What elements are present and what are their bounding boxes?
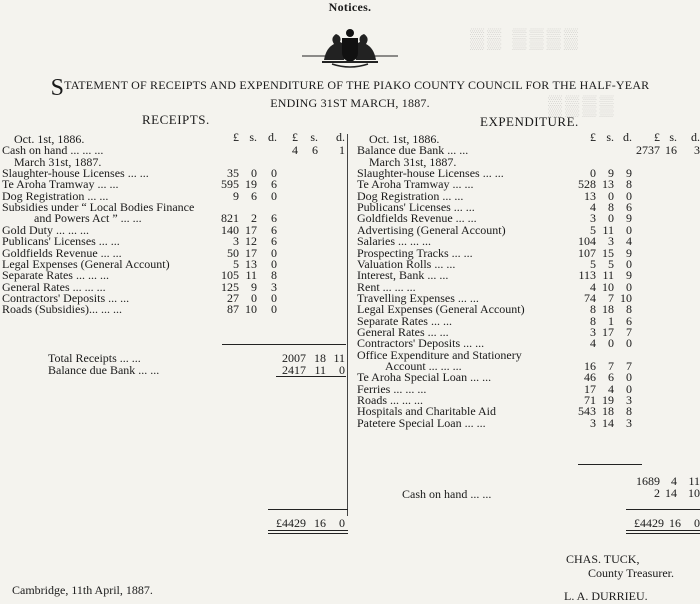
total-value: 2007 (282, 351, 306, 365)
row-value: 4 (292, 143, 298, 158)
row-value: 9 (626, 268, 632, 283)
row-label: Rent ... ... ... (357, 279, 416, 294)
coat-of-arms-icon (302, 26, 398, 68)
row-value: 9 (251, 279, 257, 294)
row-value: 0 (251, 290, 257, 305)
row-value: 4 (590, 279, 596, 294)
row-value: 3 (271, 279, 277, 294)
row-value: 17 (602, 324, 614, 339)
row-label: Travelling Expenses ... ... (357, 290, 479, 305)
page-header: Notices. (328, 0, 372, 14)
row-value: 13 (584, 188, 596, 203)
total-value: 10 (688, 486, 700, 500)
row-value: 5 (608, 256, 614, 271)
row-value: 2737 (636, 143, 660, 158)
row-value: 0 (590, 166, 596, 181)
row-value: 4 (626, 234, 632, 249)
row-value: 6 (626, 313, 632, 328)
total-value: 2417 (282, 363, 306, 377)
row-value: 125 (221, 279, 239, 294)
row-value: 10 (602, 279, 614, 294)
row-value: 10 (245, 302, 257, 317)
row-value: 105 (221, 268, 239, 283)
column-header: £ (654, 130, 660, 144)
receipts-total-rule (276, 376, 346, 377)
balance-due-bank-label: Balance due Bank ... ... (48, 363, 160, 377)
total-value: 18 (314, 351, 326, 365)
row-label: Oct. 1st, 1886. (369, 132, 440, 146)
total-value: 4 (671, 474, 677, 488)
column-header: d. (691, 130, 700, 144)
row-value: 4 (608, 381, 614, 396)
row-value: 8 (271, 268, 277, 283)
row-label: General Rates ... ... ... (2, 279, 106, 294)
row-label: Roads ... ... ... (357, 393, 423, 408)
row-value: 5 (590, 222, 596, 237)
row-label: Legal Expenses (General Account) (2, 256, 170, 271)
total-value: £4429 (634, 516, 664, 530)
row-value: 4 (590, 336, 596, 351)
row-value: 0 (271, 256, 277, 271)
row-value: 6 (251, 188, 257, 203)
row-value: 0 (626, 336, 632, 351)
total-value: 14 (665, 486, 677, 500)
row-value: 0 (608, 211, 614, 226)
row-value: 104 (578, 234, 596, 249)
row-value: 140 (221, 222, 239, 237)
total-value: 11 (314, 363, 326, 377)
column-header: £ (233, 130, 239, 144)
total-value: 0 (339, 516, 345, 530)
row-value: 6 (626, 200, 632, 215)
row-value: 6 (608, 370, 614, 385)
row-value: 8 (590, 302, 596, 317)
statement-title-line-2: ENDING 31ST MARCH, 1887. (270, 96, 430, 110)
row-value: 3 (590, 324, 596, 339)
row-value: 0 (271, 245, 277, 260)
row-value: 9 (626, 245, 632, 260)
cash-on-hand-label: Cash on hand ... ... (402, 487, 492, 501)
row-label: Balance due Bank ... ... (357, 143, 469, 158)
row-value: 821 (221, 211, 239, 226)
row-label: Publicans' Licenses ... ... (2, 234, 120, 249)
row-value: 5 (233, 256, 239, 271)
row-value: 16 (665, 143, 677, 158)
row-value: 113 (578, 268, 596, 283)
total-receipts-label: Total Receipts ... ... (48, 351, 141, 365)
row-value: 3 (626, 393, 632, 408)
row-label: Cash on hand ... ... ... (2, 143, 104, 158)
total-value: 16 (314, 516, 326, 530)
row-value: 6 (312, 143, 318, 158)
row-value: 0 (626, 188, 632, 203)
row-value: 87 (227, 302, 239, 317)
row-value: 0 (626, 381, 632, 396)
signatory-name: CHAS. TUCK, (566, 552, 640, 566)
row-value: 18 (602, 302, 614, 317)
row-value: 50 (227, 245, 239, 260)
row-value: 9 (608, 166, 614, 181)
total-value: £4429 (276, 516, 306, 530)
row-value: 1 (608, 313, 614, 328)
row-value: 13 (245, 256, 257, 271)
column-header: s. (606, 130, 614, 144)
row-label: Publicans' Licenses ... ... (357, 200, 475, 215)
row-value: 14 (602, 415, 614, 430)
row-label: Slaughter-house Licenses ... ... (357, 166, 504, 181)
row-value: 10 (620, 290, 632, 305)
total-value: 2 (654, 486, 660, 500)
row-value: 0 (608, 336, 614, 351)
row-value: 0 (626, 256, 632, 271)
row-value: 71 (584, 393, 596, 408)
row-value: 13 (602, 177, 614, 192)
row-value: 5 (590, 256, 596, 271)
row-value: 7 (608, 359, 614, 373)
row-value: 6 (271, 177, 277, 192)
row-value: 0 (626, 222, 632, 237)
row-value: 12 (245, 234, 257, 249)
row-value: 595 (221, 177, 239, 192)
signatory-name: L. A. DURRIEU. (564, 589, 648, 603)
row-value: 16 (584, 359, 596, 373)
row-label: Slaughter-house Licenses ... ... (2, 166, 149, 181)
row-label: Hospitals and Charitable Aid (357, 404, 496, 419)
receipts-heading: RECEIPTS. (142, 112, 210, 127)
row-value: 0 (626, 370, 632, 385)
row-value: 9 (233, 188, 239, 203)
row-value: 11 (602, 268, 614, 283)
column-header: s. (310, 130, 318, 144)
row-label: Oct. 1st, 1886. (14, 132, 85, 146)
row-label: Contractors' Deposits ... ... (2, 290, 130, 305)
row-value: 3 (626, 415, 632, 430)
row-value: 528 (578, 177, 596, 192)
row-value: 0 (251, 166, 257, 181)
row-label: Te Aroha Tramway ... ... (357, 177, 474, 192)
row-value: 8 (626, 404, 632, 419)
row-value: 17 (584, 381, 596, 396)
row-label: Office Expenditure and Stationery (357, 347, 522, 362)
column-header: s. (249, 130, 257, 144)
row-label: Patetere Special Loan ... ... (357, 415, 486, 430)
row-value: 9 (626, 211, 632, 226)
row-label: Legal Expenses (General Account) (357, 302, 525, 317)
expenditure-grand-total-rule-bottom (626, 530, 700, 531)
row-value: 7 (626, 324, 632, 339)
row-value: 8 (590, 313, 596, 328)
row-value: 19 (245, 177, 257, 192)
title-dropcap: S (50, 75, 65, 101)
row-label: Separate Rates ... ... ... (2, 268, 109, 283)
signatory-title: County Treasurer. (588, 566, 675, 580)
total-value: 11 (688, 474, 700, 488)
row-value: 3 (233, 234, 239, 249)
row-value: 0 (626, 279, 632, 294)
place-and-date: Cambridge, 11th April, 1887. (12, 583, 153, 597)
expenditure-subtotal-rule (578, 464, 642, 465)
row-value: 35 (227, 166, 239, 181)
total-value: 16 (669, 516, 681, 530)
row-value: 11 (245, 268, 257, 283)
row-label: Gold Duty ... ... ... (2, 222, 89, 237)
row-value: 2 (251, 211, 257, 226)
row-value: 1 (339, 143, 345, 158)
column-header: £ (590, 130, 596, 144)
row-value: 8 (626, 177, 632, 192)
row-label: March 31st, 1887. (369, 154, 457, 169)
row-value: 11 (602, 222, 614, 237)
column-header: d. (623, 130, 632, 144)
row-value: 27 (227, 290, 239, 305)
row-label: Subsidies under “ Local Bodies Finance (2, 200, 195, 215)
row-label: Dog Registration ... ... (357, 188, 464, 203)
receipts-grand-total-rule-bottom-2 (268, 533, 348, 534)
row-value: 0 (271, 188, 277, 203)
row-label: March 31st, 1887. (14, 154, 102, 169)
row-value: 19 (602, 393, 614, 408)
column-divider (347, 134, 348, 516)
row-label: Advertising (General Account) (357, 222, 506, 237)
row-label: Account ... ... ... (385, 359, 462, 373)
row-label: Dog Registration ... ... (2, 188, 109, 203)
row-value: 6 (271, 234, 277, 249)
row-value: 0 (271, 166, 277, 181)
row-value: 17 (245, 245, 257, 260)
row-value: 8 (626, 302, 632, 317)
row-label: Roads (Subsidies)... ... ... (2, 302, 122, 317)
row-value: 3 (608, 234, 614, 249)
row-label: Te Aroha Tramway ... ... (2, 177, 119, 192)
column-header: d. (336, 130, 345, 144)
row-value: 0 (271, 290, 277, 305)
row-value: 46 (584, 370, 596, 385)
row-value: 0 (608, 188, 614, 203)
receipts-grand-total-rule-bottom (268, 530, 348, 531)
title-line-1: TATEMENT OF RECEIPTS AND EXPENDITURE OF THE PIAKO COUNTY COUNCIL FOR THE HALF-YEAR (64, 78, 650, 92)
row-label: Interest, Bank ... ... (357, 268, 449, 283)
row-value: 7 (626, 359, 632, 373)
row-value: 0 (271, 302, 277, 317)
row-value: 18 (602, 404, 614, 419)
row-value: 3 (590, 211, 596, 226)
row-label: Contractors' Deposits ... ... (357, 336, 485, 351)
expenditure-grand-total-rule-bottom-2 (626, 533, 700, 534)
row-label: and Powers Act ” ... ... (34, 211, 142, 226)
receipts-subtotal-rule-2 (276, 344, 346, 345)
row-label: Valuation Rolls ... ... (357, 256, 456, 271)
row-value: 15 (602, 245, 614, 260)
total-value: 0 (694, 516, 700, 530)
row-label: Ferries ... ... ... (357, 381, 427, 396)
row-value: 107 (578, 245, 596, 260)
column-header: £ (292, 130, 298, 144)
row-value: 543 (578, 404, 596, 419)
row-label: Goldfields Revenue ... ... (2, 245, 122, 260)
total-value: 0 (339, 363, 345, 377)
row-label: Separate Rates ... ... (357, 313, 452, 328)
statement-title (0, 75, 700, 101)
total-value: 11 (333, 351, 345, 365)
row-label: Salaries ... ... ... (357, 234, 431, 249)
expenditure-heading: EXPENDITURE. (480, 114, 579, 129)
row-value: 3 (694, 143, 700, 158)
expenditure-grand-total-rule-top (626, 509, 700, 510)
row-value: 17 (245, 222, 257, 237)
row-value: 9 (626, 166, 632, 181)
row-label: Prospecting Tracks ... ... (357, 245, 473, 260)
row-value: 7 (608, 290, 614, 305)
row-value: 4 (590, 200, 596, 215)
row-label: Goldfields Revenue ... ... (357, 211, 477, 226)
column-header: d. (268, 130, 277, 144)
column-header: s. (669, 130, 677, 144)
row-label: General Rates ... ... (357, 324, 449, 339)
row-value: 6 (271, 222, 277, 237)
row-label: Te Aroha Special Loan ... ... (357, 370, 492, 385)
row-value: 6 (271, 211, 277, 226)
bleed-through-mark: ▒▒ ▒▒▒▒ (470, 28, 582, 50)
bleed-through-mark: ▒▒▒▒ (548, 95, 617, 117)
row-value: 74 (584, 290, 596, 305)
row-value: 8 (608, 200, 614, 215)
total-value: 1689 (636, 474, 660, 488)
row-value: 3 (590, 415, 596, 430)
receipts-grand-total-rule-top (268, 509, 348, 510)
